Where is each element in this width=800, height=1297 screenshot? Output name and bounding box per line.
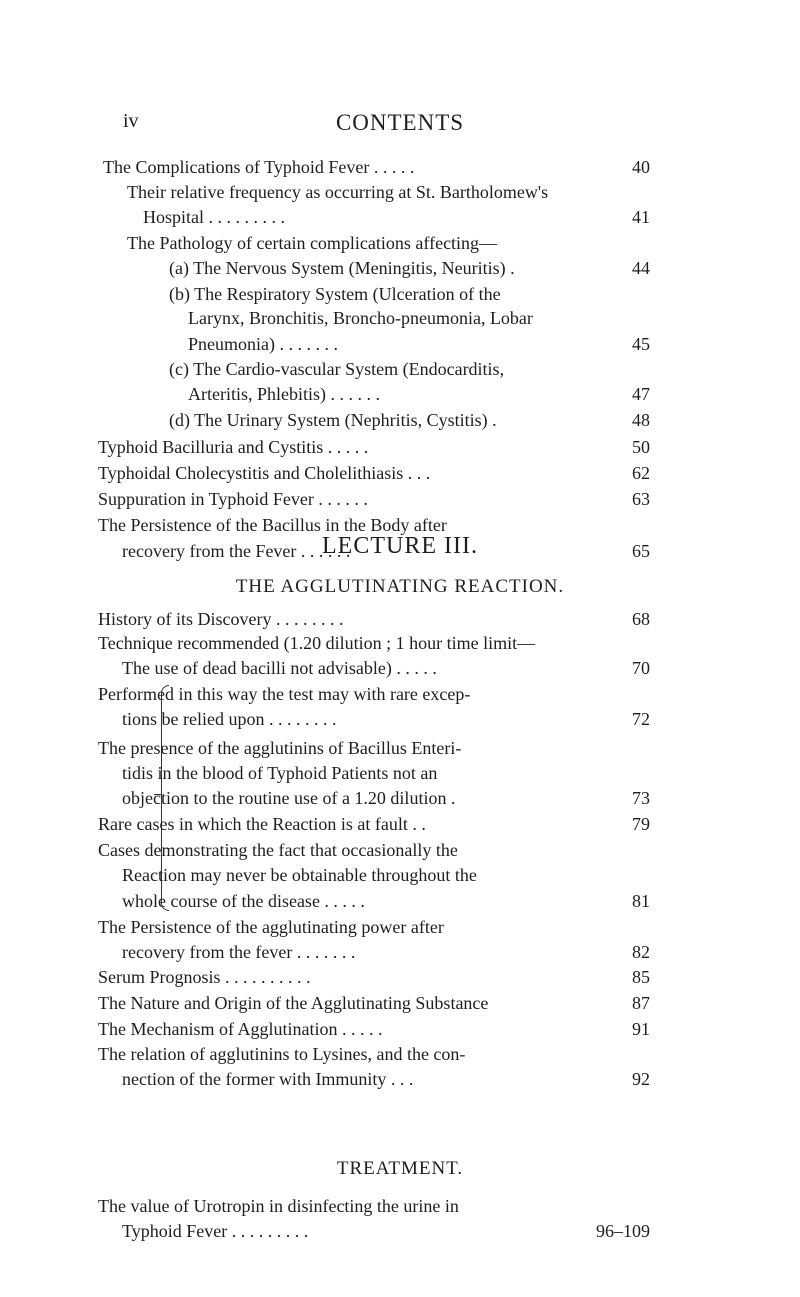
toc-entry-text: (d) The Urinary System (Nephritis, Cystitis) . (169, 410, 497, 430)
toc-entry-text: The Mechanism of Agglutination . . . . . (98, 1019, 383, 1039)
toc-entry-text: Typhoidal Cholecystitis and Cholelithiasis . . . (98, 463, 431, 483)
toc-entry-text: Their relative frequency as occurring at St. Bartholomew's (127, 182, 549, 202)
toc-entry-text: The Pathology of certain complications affecting— (127, 233, 498, 253)
toc-entry-text: (b) The Respiratory System (Ulceration of the (169, 284, 501, 304)
toc-entry-text: Serum Prognosis . . . . . . . . . . (98, 967, 311, 987)
page-number: iv (123, 110, 139, 132)
toc-entry-text: The presence of the agglutinins of Bacillus Enteri- (98, 738, 462, 758)
toc-entry-text: Pneumonia) . . . . . . . (188, 334, 338, 354)
treatment-title: TREATMENT. (336, 1158, 464, 1179)
toc-entry-text: The Persistence of the agglutinating power after (98, 917, 444, 937)
toc-entry-text: Suppuration in Typhoid Fever . . . . . . (98, 489, 368, 509)
toc-page-number: 92 (632, 1069, 650, 1089)
toc-entry-text: Larynx, Bronchitis, Broncho-pneumonia, Lobar (188, 308, 533, 328)
toc-entry-text: The Complications of Typhoid Fever . . . . . (103, 157, 415, 177)
toc-entry-text: Performed in this way the test may with rare excep- (98, 684, 471, 704)
toc-entry-text: recovery from the Fever . . . . . . (122, 541, 351, 561)
toc-entry-text: tidis in the blood of Typhoid Patients not an (122, 763, 438, 783)
toc-entry-text: The value of Urotropin in disinfecting the urine in (98, 1196, 459, 1216)
toc-entry-text: History of its Discovery . . . . . . . . (98, 609, 344, 629)
toc-page-number: 72 (632, 709, 650, 729)
toc-page-number: 63 (632, 489, 650, 509)
toc-page-number: 47 (632, 384, 650, 404)
toc-page-number: 79 (632, 814, 650, 834)
toc-entry-text: Reaction may never be obtainable throughout the (122, 865, 477, 885)
toc-page-number: 41 (632, 207, 650, 227)
toc-entry-text: Hospital . . . . . . . . . (143, 207, 285, 227)
running-title: CONTENTS (335, 110, 465, 135)
toc-entry-text: tions be relied upon . . . . . . . . (122, 709, 337, 729)
toc-page-number: 65 (632, 541, 650, 561)
toc-page-number: 40 (632, 157, 650, 177)
page-header (0, 110, 800, 140)
toc-entry-text: Arteritis, Phlebitis) . . . . . . (188, 384, 380, 404)
toc-page-number: 44 (632, 258, 650, 278)
toc-entry-text: The Nature and Origin of the Agglutinating Substance (98, 993, 489, 1013)
toc-page-number: 45 (632, 334, 650, 354)
toc-page-number: 96–109 (596, 1221, 650, 1241)
toc-page-number: 48 (632, 410, 650, 430)
toc-page-number: 68 (632, 609, 650, 629)
toc-entry-text: (c) The Cardio-vascular System (Endocarditis, (169, 359, 505, 379)
toc-page-number: 81 (632, 891, 650, 911)
toc-entry-text: recovery from the fever . . . . . . . (122, 942, 356, 962)
toc-page-number: 73 (632, 788, 650, 808)
toc-entry-text: Typhoid Fever . . . . . . . . . (122, 1221, 309, 1241)
lecture-title: LECTURE III. (322, 533, 478, 559)
toc-page-number: 50 (632, 437, 650, 457)
toc-page-number: 91 (632, 1019, 650, 1039)
lecture-subtitle: THE AGGLUTINATING REACTION. (235, 576, 565, 597)
toc-entry-text: Rare cases in which the Reaction is at fault . . (98, 814, 426, 834)
toc-entry-text: nection of the former with Immunity . . . (122, 1069, 414, 1089)
toc-entry-text: Typhoid Bacilluria and Cystitis . . . . . (98, 437, 369, 457)
toc-entry-text: whole course of the disease . . . . . (122, 891, 365, 911)
toc-page-number: 87 (632, 993, 650, 1013)
toc-entry-text: The Persistence of the Bacillus in the Body after (98, 515, 447, 535)
toc-entry-text: Cases demonstrating the fact that occasionally the (98, 840, 458, 860)
toc-entry-text: The relation of agglutinins to Lysines, and the con- (98, 1044, 466, 1064)
toc-page-number: 70 (632, 658, 650, 678)
toc-page-number: 82 (632, 942, 650, 962)
toc-entry-text: objection to the routine use of a 1.20 dilution . (122, 788, 456, 808)
toc-entry-text: The use of dead bacilli not advisable) . . . . . (122, 658, 437, 678)
toc-page-number: 85 (632, 967, 650, 987)
toc-page-number: 62 (632, 463, 650, 483)
toc-entry-text: (a) The Nervous System (Meningitis, Neuritis) . (169, 258, 515, 278)
toc-entry-text: Technique recommended (1.20 dilution ; 1 hour time limit— (98, 633, 536, 653)
